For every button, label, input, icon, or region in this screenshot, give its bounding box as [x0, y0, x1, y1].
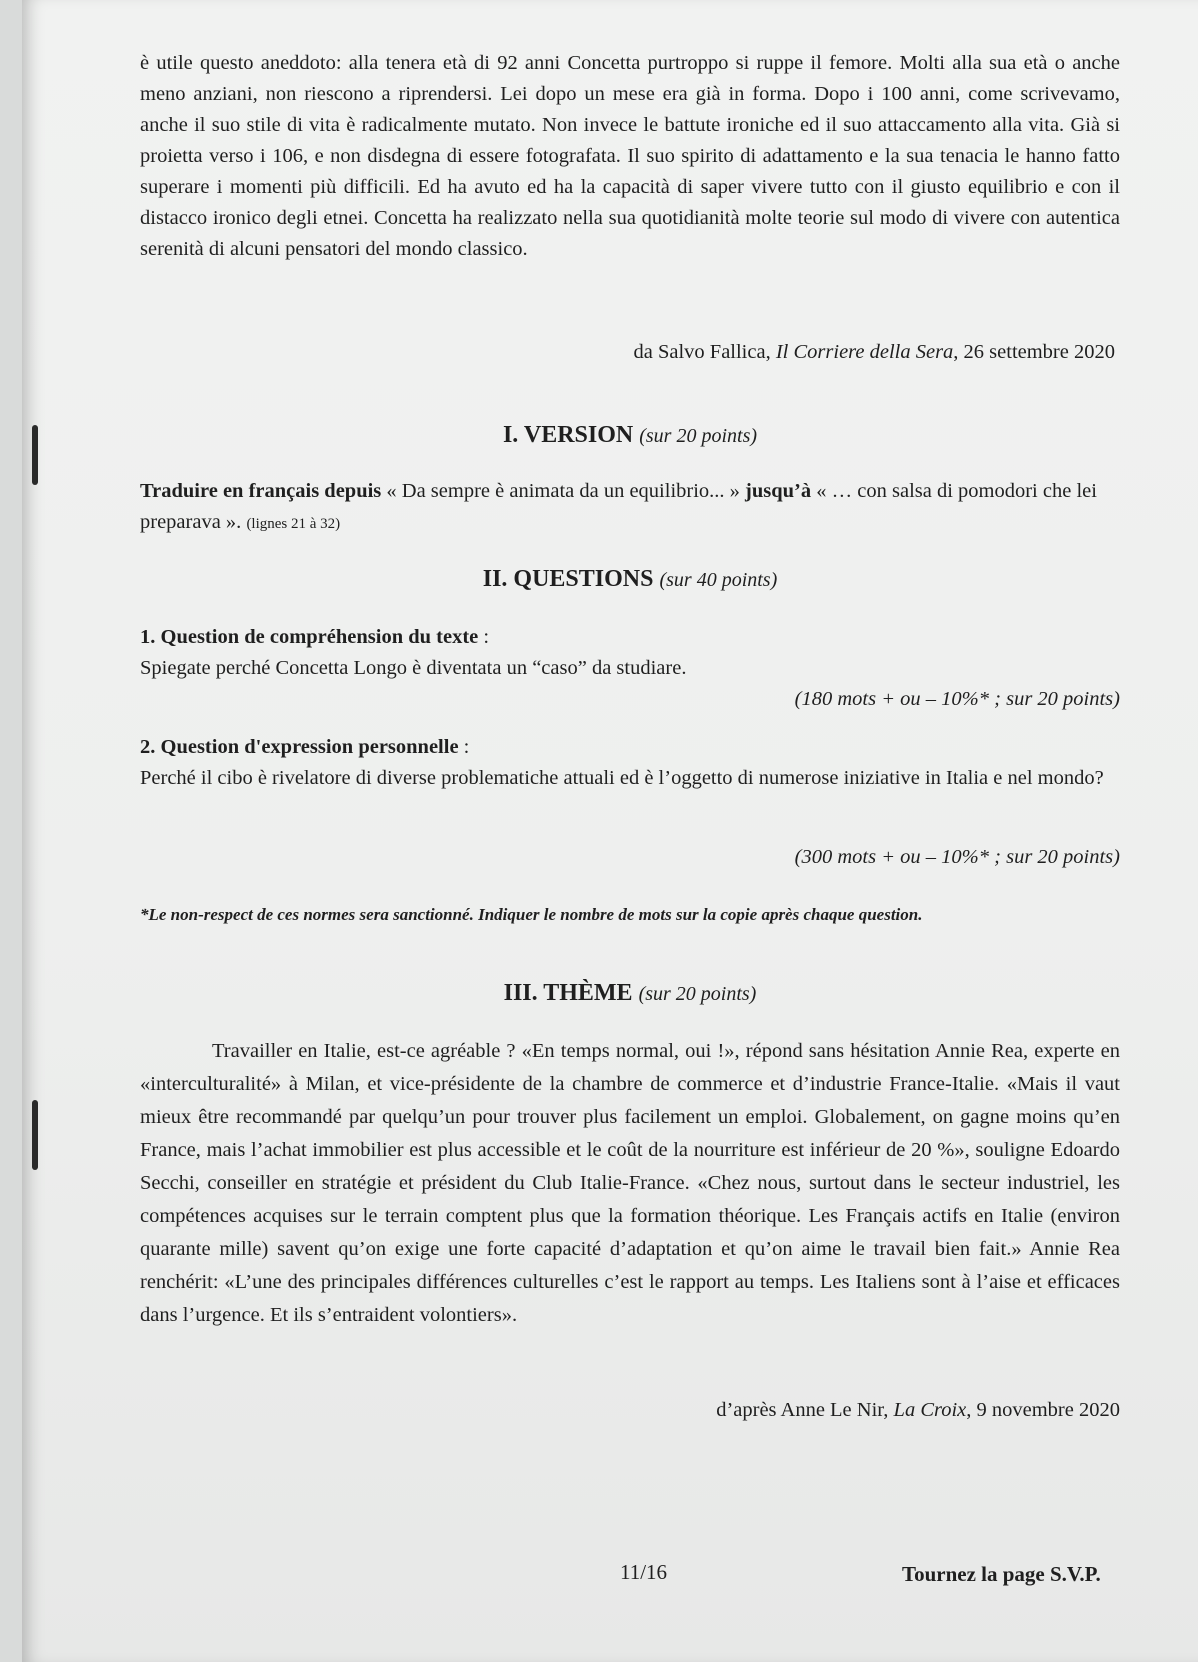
version-instruction	[140, 476, 1120, 540]
version-lines-ref: (lignes 21 à 32)	[246, 516, 341, 532]
version-instr-bold2: jusqu’à	[745, 480, 812, 502]
questions-heading-title: II. QUESTIONS	[482, 566, 654, 592]
theme-source-title: La Croix	[893, 1399, 967, 1421]
intro-source	[140, 337, 1115, 368]
question-1-text: Spiegate perché Concetta Longo è diventata un “caso” da studiare.	[140, 657, 687, 679]
version-instr-quote2: « … con salsa di pomodori che lei preparava ».	[140, 480, 1097, 533]
page-number: 11/16	[620, 1560, 668, 1584]
exam-page	[22, 0, 1198, 1662]
version-heading	[140, 420, 1120, 452]
intro-source-title: Il Corriere della Sera	[775, 341, 954, 363]
question-2-text: Perché il cibo è rivelatore di diverse problematiche attuali ed è l’oggetto di numerose iniziative in Italia e nel mondo?	[140, 767, 1104, 789]
questions-heading	[140, 564, 1120, 596]
intro-paragraph: è utile questo aneddoto: alla tenera età di 92 anni Concetta purtroppo si ruppe il femore. Molti alla sua età o anche meno anziani, non riescono a riprendersi. Lei dopo un mese era già in forma. Dopo i 100 anni, come scrivevamo, anche il suo stile di vita è radicalmente mutato. Non invece le battute ironiche ed il suo attaccamento alla vita. Già si proietta verso i 106, e non disdegna di essere fotografata. Il suo spirito di adattamento e la sua tenacia le hanno fatto superare i momenti più difficili. Ed ha avuto ed ha la capacità di saper vivere tutto con il giusto equilibrio e con il distacco ironico degli etnei. Concetta ha realizzato nella sua quotidianità molte teorie sul modo di vivere con autentica serenità di alcuni pensatori del mondo classico.	[140, 52, 1120, 260]
version-heading-title: I. VERSION	[502, 422, 634, 448]
question-2	[140, 732, 1120, 794]
version-instr-quote1: « Da sempre è animata da un equilibrio... »	[381, 480, 746, 502]
theme-heading	[140, 978, 1120, 1010]
theme-paragraph: Travailler en Italie, est-ce agréable ? «En temps normal, oui !», répond sans hésitation Annie Rea, experte en «interculturalité» à Milan, et vice-présidente de la chambre de commerce et d’industrie France-Italie. «Mais il vaut mieux être recommandé par quelqu’un pour trouver plus facilement un emploi. Globalement, on gagne moins qu’en France, mais l’achat immobilier est plus accessible et le coût de la nourriture est inférieur de 20 %», souligne Edoardo Secchi, conseiller en stratégie et président du Club Italie-France. «Chez nous, surtout dans le secteur industriel, les compétences acquises sur le terrain comptent plus que la formation théorique. Les Français actifs en Italie (environ quarante mille) savent qu’on exige une forte capacité d’adaptation et qu’on aime le travail bien fait.» Annie Rea renchérit: «L’une des principales différences culturelles c’est le rapport au temps. Les Italiens sont à l’aise et efficaces dans l’urgence. Et ils s’entraident volontiers».	[140, 1040, 1120, 1326]
intro-source-date: , 26 settembre 2020	[953, 341, 1115, 363]
intro-source-prefix: da Salvo Fallica,	[633, 341, 776, 363]
theme-heading-points: (sur 20 points)	[638, 983, 757, 1005]
theme-source-prefix: d’après Anne Le Nir,	[716, 1399, 894, 1421]
question-1-label: 1. Question de compréhension du texte	[140, 626, 479, 648]
question-1-limit: (180 mots + ou – 10%* ; sur 20 points)	[794, 688, 1120, 710]
turn-page-note: Tournez la page S.V.P.	[902, 1562, 1101, 1586]
question-2-limit: (300 mots + ou – 10%* ; sur 20 points)	[794, 846, 1120, 868]
theme-heading-title: III. THÈME	[503, 980, 633, 1006]
binding-mark-lower	[32, 1100, 38, 1170]
version-instr-bold1: Traduire en français depuis	[140, 480, 382, 502]
binding-mark-upper	[32, 425, 38, 485]
theme-source-date: , 9 novembre 2020	[966, 1399, 1120, 1421]
version-heading-points: (sur 20 points)	[639, 425, 758, 447]
question-2-colon: :	[458, 736, 470, 758]
questions-heading-points: (sur 40 points)	[659, 569, 778, 591]
question-1-colon: :	[478, 626, 490, 648]
theme-source	[140, 1395, 1120, 1426]
questions-note: *Le non-respect de ces normes sera sanctionné. Indiquer le nombre de mots sur la copie après chaque question.	[140, 905, 923, 924]
question-2-label: 2. Question d'expression personnelle	[140, 736, 459, 758]
question-1	[140, 622, 1120, 715]
